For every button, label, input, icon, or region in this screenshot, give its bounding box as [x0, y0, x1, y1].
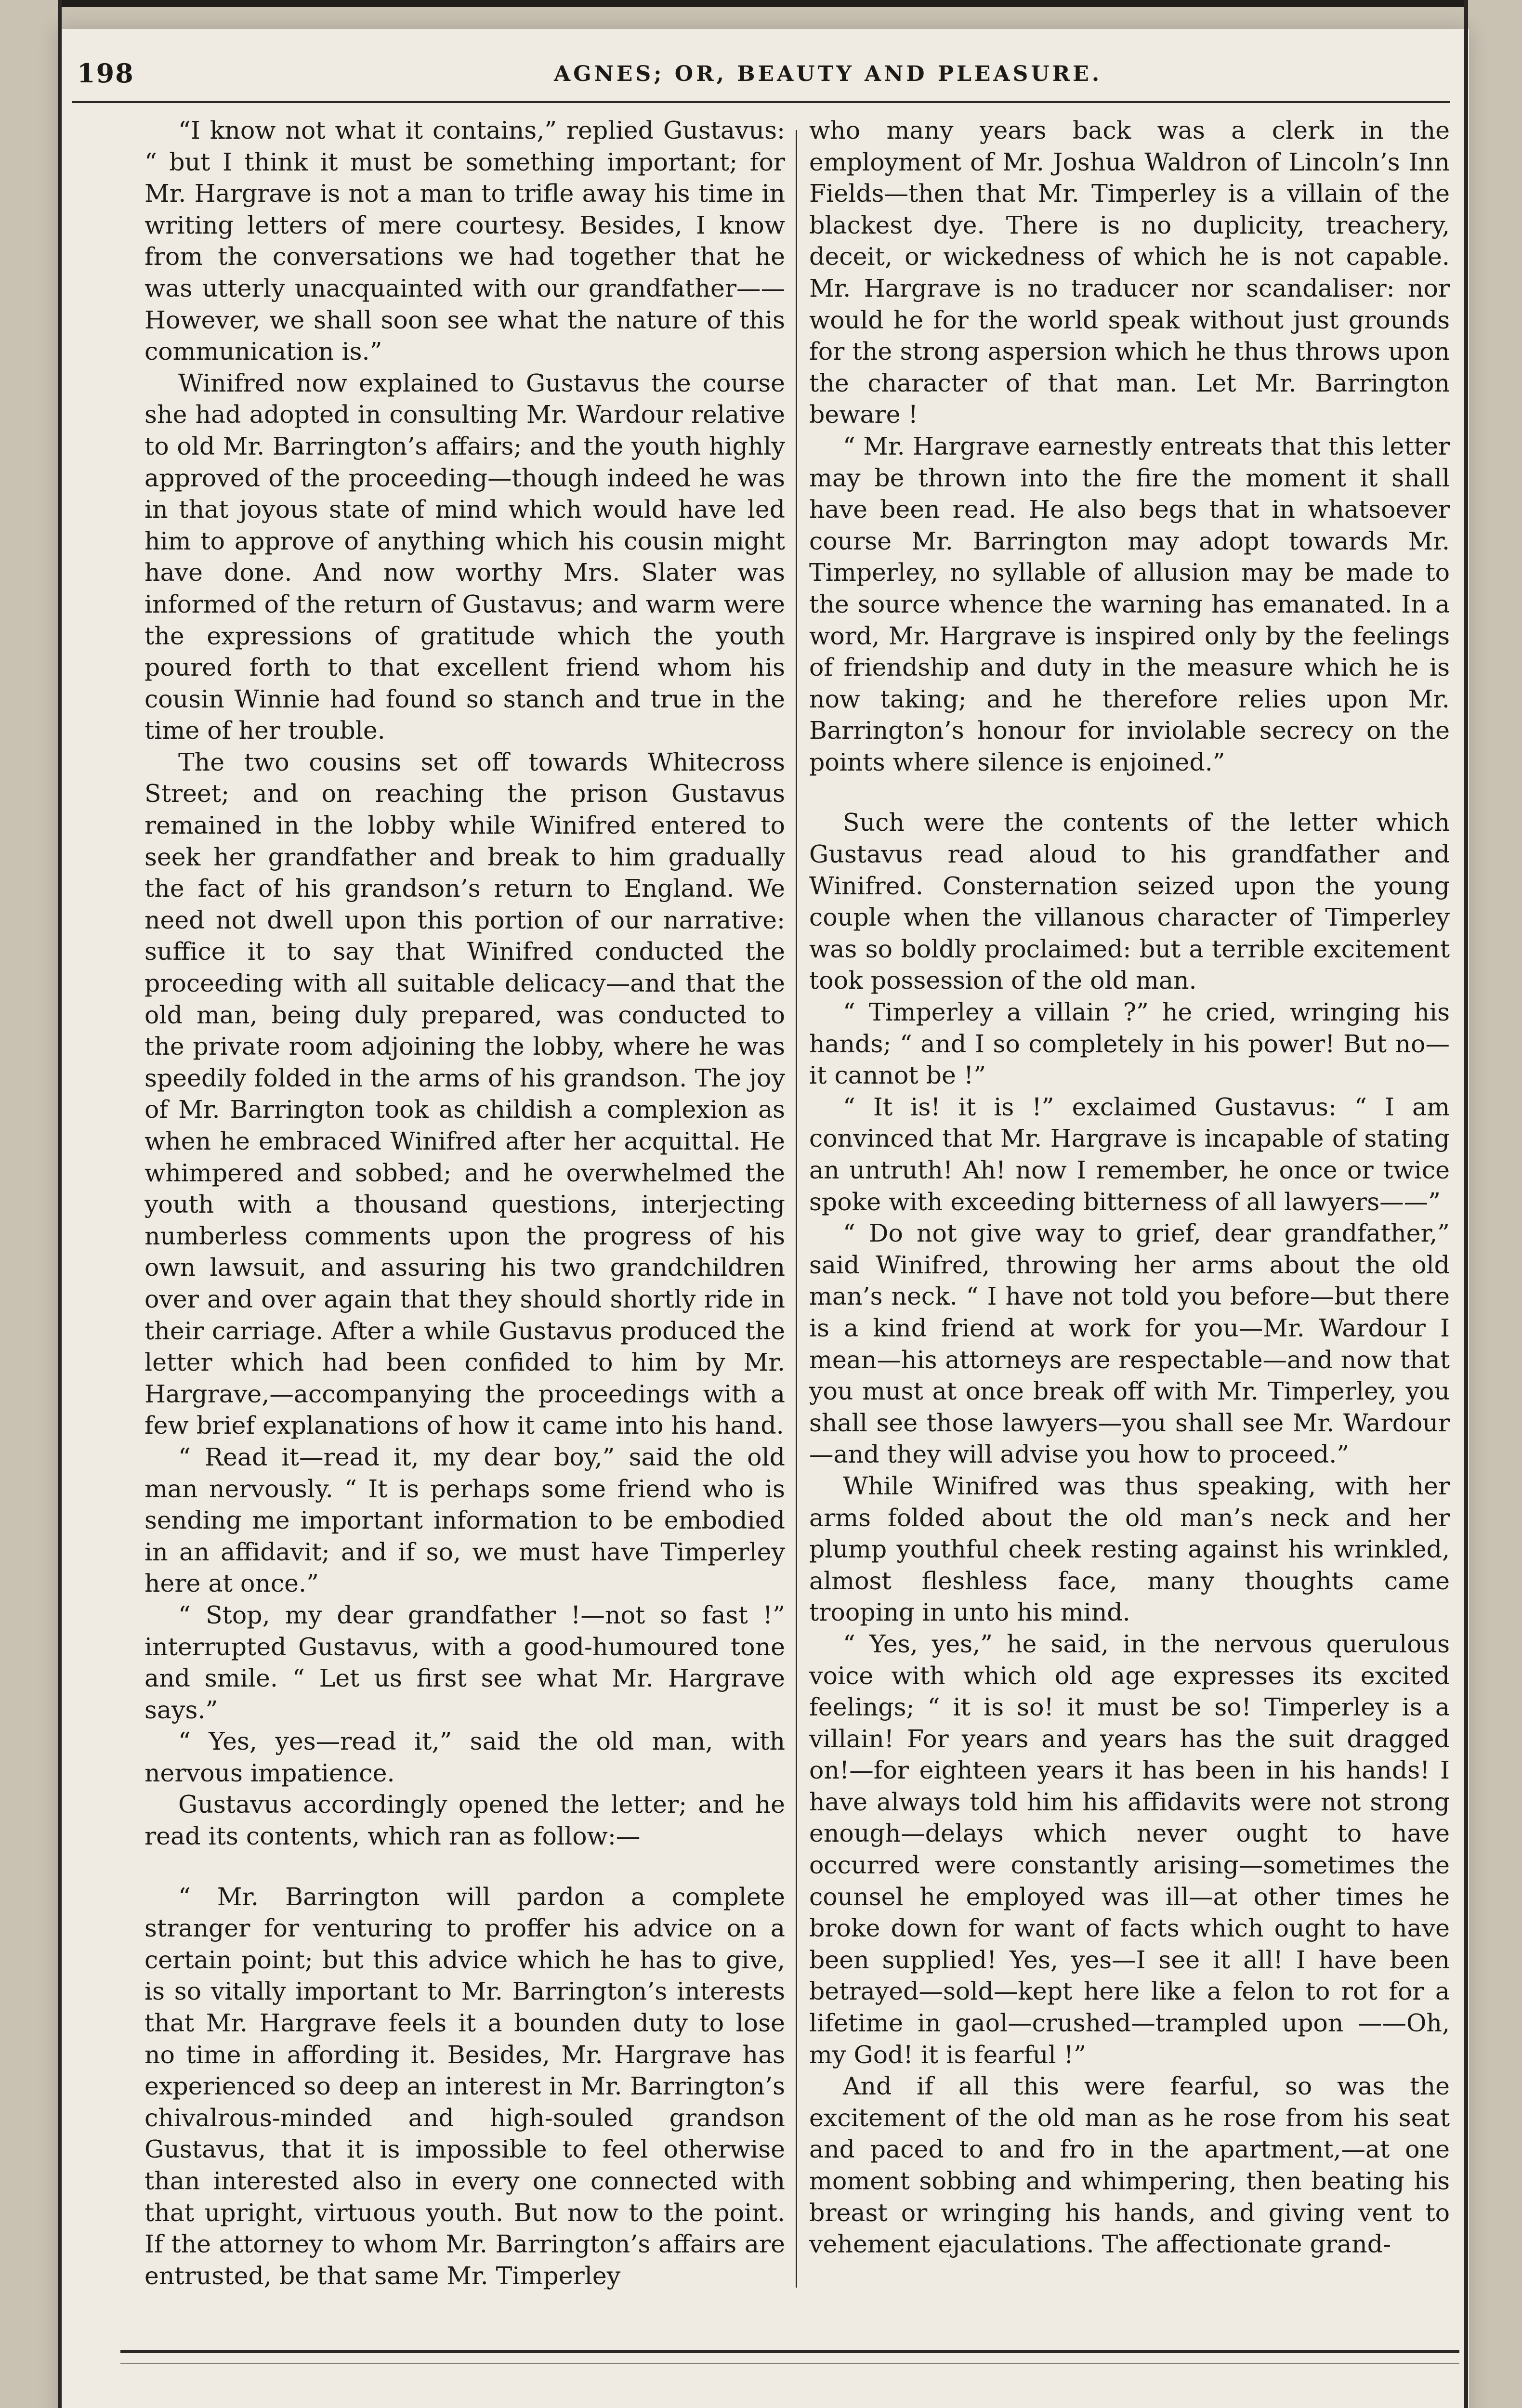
bottom-rule — [120, 2350, 1459, 2353]
right-column — [809, 115, 1450, 2291]
letter-paragraph: “ Mr. Hargrave earnestly entreats that this letter may be thrown into the fire the moment it shall have been read. He also begs that in whatsoever course Mr. Barrington may adopt towards Mr. Timperley, no syllable of allusion may be made to the source whence the warning has emanated. In a word, Mr. Hargrave is inspired only by the feelings of friendship and duty in the measure which he is now taking; and he therefore relies upon Mr. Barrington’s honour for inviolable secrecy on the points where silence is enjoined.” — [809, 432, 1450, 776]
header-rule — [72, 101, 1450, 103]
paragraph: Gustavus accordingly opened the letter; and he read its contents, which ran as follow:— — [144, 1790, 785, 1851]
letter-paragraph: “ Mr. Barrington will pardon a complete stranger for venturing to proffer his advice on a certain point; but this advice which he has to give, is so vitally important to Mr. Barrington’s interests that Mr. Hargrave feels it a bounden duty to lose no time in affording it. Besides, Mr. Hargrave has experienced so deep an interest in Mr. Barrington’s chivalrous-minded and high-souled grandson Gustavus, that it is impossible to feel otherwise than interested also in every one connected with that upright, virtuous youth. But now to the point. If the attorney to whom Mr. Barrington’s affairs are entrusted, be that same Mr. Timperley — [144, 1882, 785, 2290]
paragraph: “ Yes, yes,” he said, in the nervous querulous voice with which old age expresses its excited feelings; “ it is so! it must be so! Timperley is a villain! For years and years has the suit dragged on!—for eighteen years it has been in his hands! I have always told him his affidavits were not strong enough—delays which never ought to have occurred were constantly arising—sometimes the counsel he employed was ill—at other times he broke down for want of facts which ought to have been supplied! Yes, yes—I see it all! I have been betrayed—sold—kept here like a felon to rot for a lifetime in gaol—crushed—trampled upon ——Oh, my God! it is fearful !” — [809, 1629, 1450, 2069]
paragraph: “I know not what it contains,” replied Gustavus: “ but I think it must be something important; for Mr. Hargrave is not a man to trifle away his time in writing letters of mere courtesy. Besides, I know from the conversations we had together that he was utterly unacquainted with our grandfather——However, we shall soon see what the nature of this communication is.” — [144, 116, 785, 366]
paragraph: “ Timperley a villain ?” he cried, wringing his hands; “ and I so completely in his power! But no—it cannot be !” — [809, 998, 1450, 1090]
paragraph: The two cousins set off towards Whitecross Street; and on reaching the prison Gustavus remained in the lobby while Winifred entered to seek her grandfather and break to him gradually the fact of his grandson’s return to England. We need not dwell upon this portion of our narrative: suffice it to say that Winifred conducted the proceeding with all suitable delicacy—and that the old man, being duly prepared, was conducted to the private room adjoining the lobby, where he was speedily folded in the arms of his grandson. The joy of Mr. Barrington took as childish a complexion as when he embraced Winifred after her acquittal. He whimpered and sobbed; and he overwhelmed the youth with a thousand questions, interjecting numberless comments upon the progress of his own lawsuit, and assuring his two grandchildren over and over again that they should shortly ride in their carriage. After a while Gustavus produced the letter which had been confided to him by Mr. Hargrave,—accompanying the proceedings with a few brief explanations of how it came into his hand. — [144, 747, 785, 1440]
frame-border-left — [58, 0, 62, 2408]
paragraph: And if all this were fearful, so was the excitement of the old man as he rose from his seat and paced to and fro in the apartment,—at one moment sobbing and whimpering, then beating his breast or wringing his hands, and giving vent to vehement ejaculations. The affectionate grand- — [809, 2072, 1450, 2259]
paragraph: who many years back was a clerk in the employment of Mr. Joshua Waldron of Lincoln’s Inn Fields—then that Mr. Timperley is a villain of the blackest dye. There is no duplicity, treachery, deceit, or wickedness of which he is not capable. Mr. Hargrave is no traducer nor scandaliser: nor would he for the world speak without just grounds for the strong aspersion which he thus throws upon the character of that man. Let Mr. Barrington beware ! — [809, 116, 1450, 429]
paragraph: Winifred now explained to Gustavus the course she had adopted in consulting Mr. Wardour relative to old Mr. Barrington’s affairs; and the youth highly approved of the proceeding—though indeed he was in that joyous state of mind which would have led him to approve of anything which his cousin might have done. And now worthy Mrs. Slater was informed of the return of Gustavus; and warm were the expressions of gratitude which the youth poured forth to that excellent friend whom his cousin Winnie had found so stanch and true in the time of her trouble. — [144, 368, 785, 745]
paragraph: “ Read it—read it, my dear boy,” said the old man nervously. “ It is perhaps some friend who is sending me important information to be embodied in an affidavit; and if so, we must have Timperley here at once.” — [144, 1442, 785, 1598]
column-divider — [796, 130, 797, 2288]
frame-border-right — [1464, 0, 1468, 2408]
paragraph: “ Stop, my dear grandfather !—not so fast !” interrupted Gustavus, with a good-humoured tone and smile. “ Let us first see what Mr. Hargrave says.” — [144, 1600, 785, 1724]
paragraph: “ Yes, yes—read it,” said the old man, with nervous impatience. — [144, 1727, 785, 1787]
paragraph: “ Do not give way to grief, dear grandfather,” said Winifred, throwing her arms about the old man’s neck. “ I have not told you before—but there is a kind friend at work for you—Mr. Wardour I mean—his attorneys are respectable—and now that you must at once break off with Mr. Timperley, you shall see those lawyers—you shall see Mr. Wardour—and they will advise you how to proceed.” — [809, 1219, 1450, 1469]
paragraph: “ It is! it is !” exclaimed Gustavus: “ I am convinced that Mr. Hargrave is incapable of stating an untruth! Ah! now I remember, he once or twice spoke with exceeding bitterness of all lawyers——” — [809, 1092, 1450, 1216]
paragraph: While Winifred was thus speaking, with her arms folded about the old man’s neck and her plump youthful cheek resting against his wrinkled, almost fleshless face, many thoughts came trooping in unto his mind. — [809, 1471, 1450, 1627]
left-column — [144, 115, 785, 2291]
page-number: 198 — [77, 58, 134, 89]
running-title: AGNES; OR, BEAUTY AND PLEASURE. — [554, 62, 1102, 86]
paragraph: Such were the contents of the letter which Gustavus read aloud to his grandfather and Winifred. Consternation seized upon the young couple when the villanous character of Timperley was so boldly proclaimed: but a terrible excitement took possession of the old man. — [809, 808, 1450, 995]
frame-border-top — [58, 0, 1464, 7]
bottom-rule-thin — [120, 2363, 1459, 2364]
